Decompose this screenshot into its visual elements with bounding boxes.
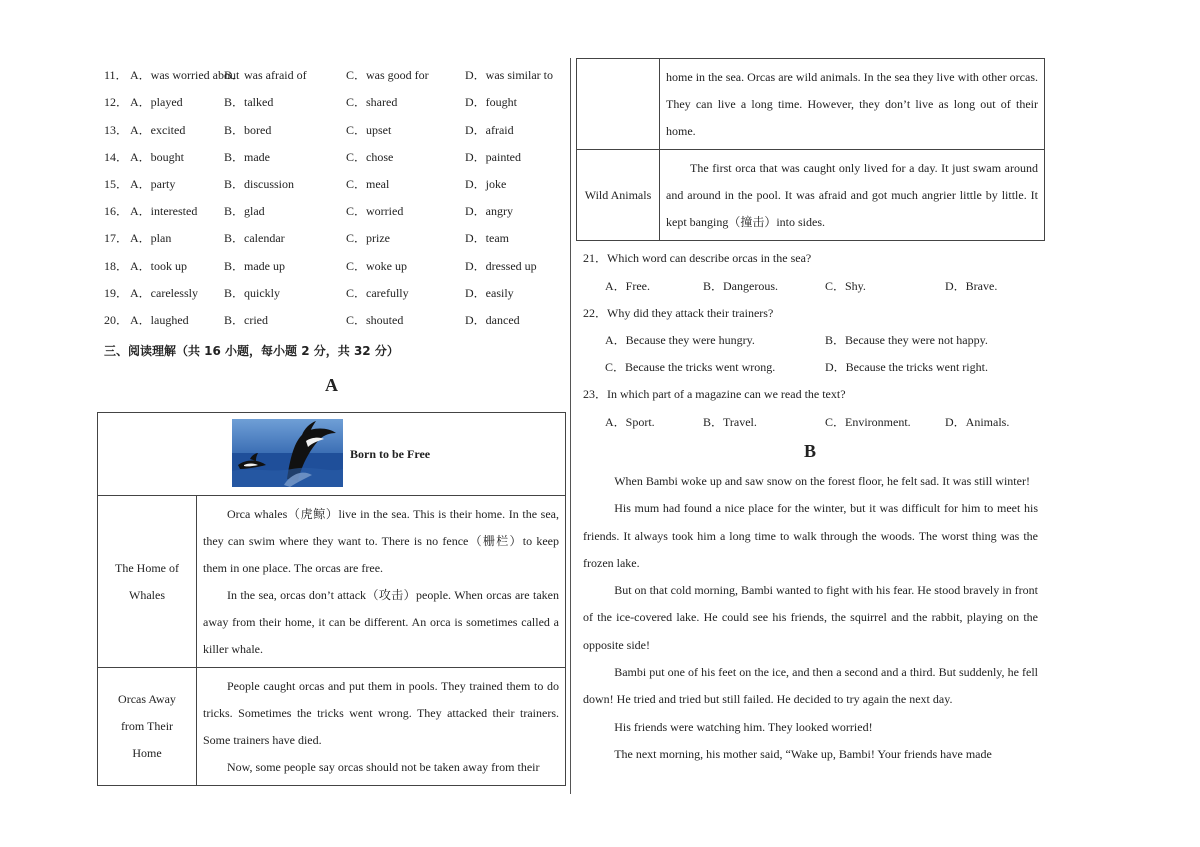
paragraph: His friends were watching him. They looked worried! xyxy=(614,719,873,734)
paragraph: His mum had found a nice place for the winter, but it was difficult for him to meet his friends. It always took him a long time to walk through the woods. The worst thing was the frozen lake. xyxy=(583,501,1038,570)
passage-a-title: Born to be Free xyxy=(350,447,431,461)
option-c: C．woke up xyxy=(346,259,407,273)
option-c: C．prize xyxy=(346,231,390,245)
paragraph: When Bambi woke up and saw snow on the forest floor, he felt sad. It was still winter! xyxy=(614,474,1030,488)
passage-b-body xyxy=(583,468,1038,768)
option-a: A．laughed xyxy=(130,313,189,327)
option-a: A．was worried about xyxy=(130,68,240,82)
question-number: 16． xyxy=(104,204,129,218)
mc-row-18 xyxy=(104,257,564,277)
paragraph: The first orca that was caught only lived for a day. It just swam around and around in the pool. It was afraid and got much angrier little by little. It kept banging（撞击）into sides. xyxy=(666,161,1038,229)
option-b: B．made xyxy=(224,150,270,164)
option-b: B．talked xyxy=(224,95,274,109)
orca-photo xyxy=(232,419,343,487)
option-a: A．bought xyxy=(130,150,185,164)
row-text-home-of-whales xyxy=(197,496,566,668)
option-b: B．cried xyxy=(224,313,268,327)
passage-b-heading: B xyxy=(804,441,817,461)
option-d: D．painted xyxy=(465,150,521,164)
option-c: C．upset xyxy=(346,123,392,137)
q22-option-a: A．Because they were hungry. xyxy=(605,333,755,347)
paragraph: home in the sea. Orcas are wild animals. In the sea they live with other orcas. They can live a long time. However, they don’t live as long out of their home. xyxy=(666,70,1038,138)
question-21: 21．Which word can describe orcas in the sea? xyxy=(583,251,812,265)
paragraph: Orca whales（虎鲸）live in the sea. This is their home. In the sea, they can swim where they want to. There is no fence（栅栏）to keep them in one place. The orcas are free. xyxy=(203,507,559,575)
q21-option-b: B．Dangerous. xyxy=(703,279,778,293)
option-a: A．played xyxy=(130,95,183,109)
q21-option-a: A．Free. xyxy=(605,279,650,293)
option-d: D．team xyxy=(465,231,509,245)
paragraph: Now, some people say orcas should not be taken away from their xyxy=(227,760,540,774)
question-number: 15． xyxy=(104,177,129,191)
section-heading: 三、阅读理解（共 16 小题，每小题 2 分，共 32 分） xyxy=(104,344,399,358)
option-b: B．was afraid of xyxy=(224,68,307,82)
row-label-home-of-whales: The Home of Whales xyxy=(98,496,197,668)
mc-row-11 xyxy=(104,66,564,86)
row-text-wild-animals xyxy=(660,150,1045,241)
option-d: D．danced xyxy=(465,313,520,327)
option-d: D．afraid xyxy=(465,123,514,137)
option-c: C．chose xyxy=(346,150,394,164)
option-b: B．discussion xyxy=(224,177,295,191)
mc-row-12 xyxy=(104,93,564,113)
q21-option-c: C．Shy. xyxy=(825,279,866,293)
paragraph: Bambi put one of his feet on the ice, and then a second and a third. But suddenly, he fell down! He tried and tried but still failed. He decided to try again the next day. xyxy=(583,665,1038,707)
option-d: D．angry xyxy=(465,204,513,218)
option-c: C．was good for xyxy=(346,68,429,82)
passage-a-table xyxy=(97,412,566,786)
q23-option-b: B．Travel. xyxy=(703,415,757,429)
option-a: A．plan xyxy=(130,231,172,245)
q22-option-b: B．Because they were not happy. xyxy=(825,333,988,347)
mc-row-15 xyxy=(104,175,564,195)
row-label-orcas-away: Orcas Away from Their Home xyxy=(98,668,197,786)
question-number: 19． xyxy=(104,286,129,300)
question-23: 23．In which part of a magazine can we read the text? xyxy=(583,387,846,401)
option-b: B．quickly xyxy=(224,286,280,300)
option-d: D．joke xyxy=(465,177,507,191)
option-c: C．worried xyxy=(346,204,404,218)
passage-a-table-continued xyxy=(576,58,1045,241)
option-b: B．made up xyxy=(224,259,285,273)
option-d: D．fought xyxy=(465,95,517,109)
option-c: C．shared xyxy=(346,95,398,109)
row-label-wild-animals: Wild Animals xyxy=(577,150,660,241)
option-a: A．interested xyxy=(130,204,198,218)
option-b: B．glad xyxy=(224,204,265,218)
mc-row-14 xyxy=(104,148,564,168)
paragraph: But on that cold morning, Bambi wanted to fight with his fear. He stood bravely in front of the ice-covered lake. He could see his friends, the squirrel and the rabbit, playing on the opposite side! xyxy=(583,583,1038,652)
question-number: 20． xyxy=(104,313,129,327)
paragraph: People caught orcas and put them in pools. They trained them to do tricks. Sometimes the tricks went wrong. They attacked their trainers. Some trainers have died. xyxy=(203,679,559,747)
option-a: A．excited xyxy=(130,123,186,137)
option-a: A．carelessly xyxy=(130,286,198,300)
mc-row-19 xyxy=(104,284,564,304)
option-c: C．meal xyxy=(346,177,390,191)
q23-option-c: C．Environment. xyxy=(825,415,911,429)
option-d: D．dressed up xyxy=(465,259,537,273)
option-d: D．easily xyxy=(465,286,514,300)
option-b: B．bored xyxy=(224,123,272,137)
row-text-orcas-away xyxy=(197,668,566,786)
q21-option-d: D．Brave. xyxy=(945,279,998,293)
question-number: 12． xyxy=(104,95,129,109)
q22-option-c: C．Because the tricks went wrong. xyxy=(605,360,776,374)
column-divider xyxy=(570,58,571,794)
option-d: D．was similar to xyxy=(465,68,553,82)
paragraph: In the sea, orcas don’t attack（攻击）people. When orcas are taken away from their home, it can be different. An orca is sometimes called a killer whale. xyxy=(203,588,559,656)
mc-row-16 xyxy=(104,202,564,222)
paragraph: The next morning, his mother said, “Wake up, Bambi! Your friends have made xyxy=(614,746,992,761)
option-b: B．calendar xyxy=(224,231,285,245)
passage-a-header xyxy=(98,413,566,496)
q22-option-d: D．Because the tricks went right. xyxy=(825,360,988,374)
question-22: 22．Why did they attack their trainers? xyxy=(583,306,774,320)
row-text-continued xyxy=(660,59,1045,150)
option-c: C．shouted xyxy=(346,313,404,327)
question-number: 13． xyxy=(104,123,129,137)
row-label-continued xyxy=(577,59,660,150)
question-number: 18． xyxy=(104,259,129,273)
option-c: C．carefully xyxy=(346,286,409,300)
mc-row-20 xyxy=(104,311,564,331)
mc-row-17 xyxy=(104,229,564,249)
option-a: A．took up xyxy=(130,259,188,273)
q23-option-d: D．Animals. xyxy=(945,415,1010,429)
option-a: A．party xyxy=(130,177,176,191)
q23-option-a: A．Sport. xyxy=(605,415,655,429)
mc-row-13 xyxy=(104,121,564,141)
question-number: 11． xyxy=(104,68,128,82)
passage-a-heading: A xyxy=(325,375,338,395)
question-number: 17． xyxy=(104,231,129,245)
question-number: 14． xyxy=(104,150,129,164)
